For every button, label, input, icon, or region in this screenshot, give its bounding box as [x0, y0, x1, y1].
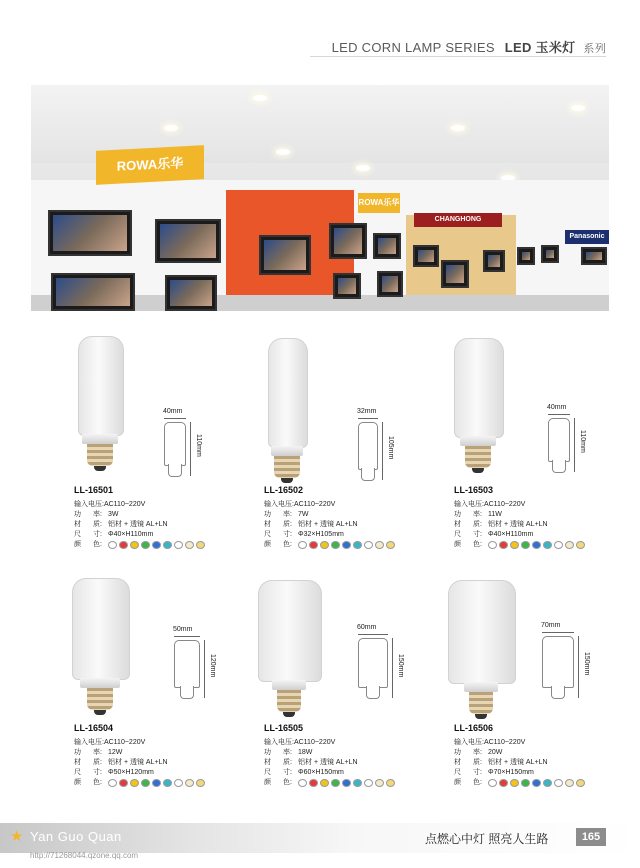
height-label: 110mm [579, 430, 586, 453]
spec-power: 3W [108, 511, 119, 518]
footer-slogan: 点燃心中灯 照亮人生路 [425, 832, 549, 846]
spec-label-voltage: 输入电压: [264, 501, 294, 508]
spec-material: 铝材 + 透镜 AL+LN [298, 759, 358, 766]
color-swatch [163, 779, 172, 787]
store-sign: Panasonic [565, 230, 609, 244]
color-swatch [141, 541, 150, 549]
spec-label-voltage: 输入电压: [454, 501, 484, 508]
color-swatch [320, 779, 329, 787]
spec-size: Φ70×H150mm [488, 769, 534, 776]
color-swatch [364, 541, 373, 549]
spec-material: 铝材 + 透镜 AL+LN [108, 759, 168, 766]
product-card [60, 572, 250, 822]
spec-size: Φ50×H120mm [108, 769, 154, 776]
color-swatch [185, 779, 194, 787]
color-swatch [353, 541, 362, 549]
spec-size: Φ60×H150mm [298, 769, 344, 776]
width-label: 40mm [547, 404, 567, 411]
ceiling-light [571, 105, 585, 111]
tv-display [581, 247, 607, 265]
color-swatch [521, 541, 530, 549]
series-title-cn: LED 玉米灯 [504, 40, 576, 55]
color-swatch [510, 541, 519, 549]
tv-display [259, 235, 311, 275]
store-sign: CHANGHONG [414, 213, 502, 227]
ceiling-light [451, 125, 465, 131]
color-swatch [375, 541, 384, 549]
color-swatch [532, 541, 541, 549]
product-specs: 输入电压: AC110~220V 功 率: 20W 材 质: 铝材 + 透镜 AL+LN 尺 寸: Φ70×H150mm 颜 色: [454, 738, 585, 788]
product-model: LL-16503 [454, 485, 494, 495]
product-model: LL-16501 [74, 485, 114, 495]
spec-voltage: AC110~220V [103, 739, 146, 746]
color-swatch [130, 541, 139, 549]
product-card [440, 330, 630, 580]
color-swatch [309, 779, 318, 787]
spec-power: 20W [488, 749, 503, 756]
product-specs: 输入电压: AC110~220V 功 率: 3W 材 质: 铝材 + 透镜 AL+LN 尺 寸: Φ40×H110mm 颜 色: [74, 500, 205, 550]
color-swatch [119, 779, 128, 787]
color-swatch [499, 779, 508, 787]
tv-display [155, 219, 221, 263]
color-swatch [342, 541, 351, 549]
spec-voltage: AC110~220V [103, 501, 146, 508]
color-swatches [488, 540, 585, 550]
star-icon: ★ [10, 828, 24, 845]
store-photo [31, 85, 609, 311]
store-sign: ROWA乐华 [358, 193, 400, 213]
color-swatches [488, 778, 585, 788]
tv-display [373, 233, 401, 259]
spec-label-voltage: 输入电压: [454, 739, 484, 746]
spec-power: 11W [488, 511, 502, 518]
product-model: LL-16502 [264, 485, 304, 495]
color-swatch [130, 779, 139, 787]
product-model: LL-16506 [454, 723, 494, 733]
spec-voltage: AC110~220V [483, 501, 526, 508]
spec-material: 铝材 + 透镜 AL+LN [488, 759, 548, 766]
series-title-cn-suffix: 系列 [583, 43, 606, 55]
color-swatch [576, 541, 585, 549]
spec-power: 12W [108, 749, 123, 756]
color-swatches [298, 540, 395, 550]
width-label: 60mm [357, 624, 377, 631]
color-swatch [499, 541, 508, 549]
product-specs: 输入电压: AC110~220V 功 率: 12W 材 质: 铝材 + 透镜 AL+LN 尺 寸: Φ50×H120mm 颜 色: [74, 738, 205, 788]
color-swatch [196, 541, 205, 549]
product-specs: 输入电压: AC110~220V 功 率: 7W 材 质: 铝材 + 透镜 AL+LN 尺 寸: Φ32×H105mm 颜 色: [264, 500, 395, 550]
color-swatch [521, 779, 530, 787]
color-swatch [375, 779, 384, 787]
tv-display [517, 247, 535, 265]
color-swatch [119, 541, 128, 549]
color-swatch [353, 779, 362, 787]
ceiling-light [276, 149, 290, 155]
color-swatch [108, 541, 117, 549]
color-swatch [298, 779, 307, 787]
height-label: 120mm [209, 654, 216, 678]
color-swatch [386, 541, 395, 549]
tv-display [165, 275, 217, 311]
product-model: LL-16505 [264, 723, 304, 733]
product-specs: 输入电压: AC110~220V 功 率: 18W 材 质: 铝材 + 透镜 AL+LN 尺 寸: Φ60×H150mm 颜 色: [264, 738, 395, 788]
spec-voltage: AC110~220V [483, 739, 526, 746]
color-swatch [309, 541, 318, 549]
page-number: 165 [576, 828, 606, 846]
spec-label-voltage: 输入电压: [74, 501, 104, 508]
width-label: 70mm [541, 622, 561, 629]
width-label: 40mm [163, 408, 183, 415]
tv-display [541, 245, 559, 263]
color-swatch [543, 779, 552, 787]
width-label: 50mm [173, 626, 193, 633]
product-model: LL-16504 [74, 723, 114, 733]
color-swatch [174, 779, 183, 787]
tv-display [413, 245, 439, 267]
tv-display [51, 273, 135, 311]
color-swatch [576, 779, 585, 787]
color-swatch [163, 541, 172, 549]
header-divider [310, 56, 606, 57]
color-swatch [543, 541, 552, 549]
spec-label-voltage: 输入电压: [74, 739, 104, 746]
height-label: 110mm [195, 434, 202, 457]
footer-url: http://71268044.qzone.qq.com [30, 851, 139, 860]
tv-display [377, 271, 403, 297]
spec-size: Φ32×H105mm [298, 531, 344, 538]
color-swatch [364, 779, 373, 787]
store-sign: ROWA乐华 [96, 145, 204, 185]
color-swatch [152, 779, 161, 787]
color-swatch [141, 779, 150, 787]
spec-power: 18W [298, 749, 313, 756]
tv-display [441, 260, 469, 288]
spec-label-voltage: 输入电压: [264, 739, 294, 746]
ceiling-light [164, 125, 178, 131]
color-swatch [342, 779, 351, 787]
color-swatches [108, 540, 205, 550]
series-title-en: LED CORN LAMP SERIES [331, 40, 495, 55]
color-swatch [554, 779, 563, 787]
product-card [60, 330, 250, 580]
product-card [250, 330, 440, 580]
spec-voltage: AC110~220V [293, 501, 336, 508]
spec-material: 铝材 + 透镜 AL+LN [298, 521, 358, 528]
color-swatch [386, 779, 395, 787]
spec-material: 铝材 + 透镜 AL+LN [488, 521, 548, 528]
color-swatches [108, 778, 205, 788]
color-swatch [565, 779, 574, 787]
color-swatch [488, 779, 497, 787]
color-swatch [152, 541, 161, 549]
color-swatch [532, 779, 541, 787]
color-swatch [331, 779, 340, 787]
product-specs: 输入电压: AC110~220V 功 率: 11W 材 质: 铝材 + 透镜 AL+LN 尺 寸: Φ40×H110mm 颜 色: [454, 500, 585, 550]
color-swatch [331, 541, 340, 549]
page-header [332, 37, 606, 56]
color-swatch [488, 541, 497, 549]
color-swatch [108, 779, 117, 787]
width-label: 32mm [357, 408, 377, 415]
spec-size: Φ40×H110mm [108, 531, 154, 538]
height-label: 105mm [387, 436, 394, 460]
color-swatch [565, 541, 574, 549]
tv-display [333, 273, 361, 299]
product-card [440, 572, 630, 822]
color-swatch [510, 779, 519, 787]
spec-power: 7W [298, 511, 309, 518]
tv-display [48, 210, 132, 256]
ceiling-light [356, 165, 370, 171]
product-card [250, 572, 440, 822]
color-swatch [298, 541, 307, 549]
spec-material: 铝材 + 透镜 AL+LN [108, 521, 168, 528]
spec-voltage: AC110~220V [293, 739, 336, 746]
height-label: 150mm [583, 652, 590, 676]
color-swatch [174, 541, 183, 549]
ceiling-light [253, 95, 267, 101]
tv-display [329, 223, 367, 259]
spec-size: Φ40×H110mm [488, 531, 534, 538]
tv-display [483, 250, 505, 272]
color-swatch [185, 541, 194, 549]
height-label: 150mm [397, 654, 404, 678]
color-swatch [554, 541, 563, 549]
color-swatches [298, 778, 395, 788]
footer-brand: Yan Guo Quan [30, 829, 122, 844]
color-swatch [320, 541, 329, 549]
color-swatch [196, 779, 205, 787]
